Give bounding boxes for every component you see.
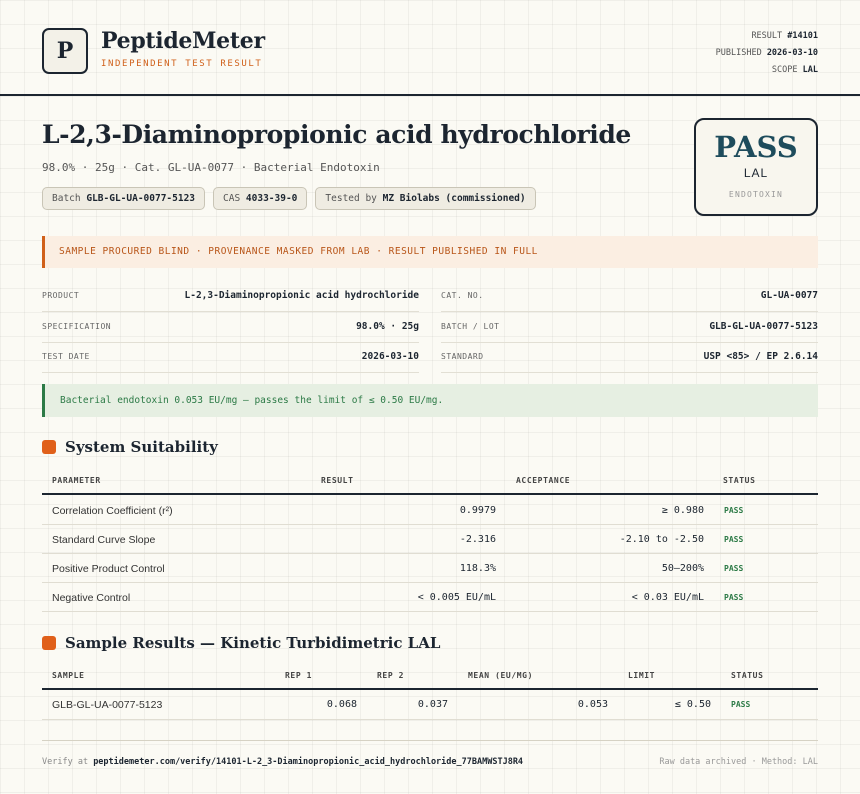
column-header: LIMIT	[628, 671, 656, 680]
column-header: MEAN (EU/MG)	[468, 671, 533, 680]
acceptance-cell: < 0.03 EU/mL	[631, 592, 704, 603]
info-row-test-date	[42, 343, 419, 373]
info-row-specification	[42, 313, 419, 343]
verify-prefix: Verify at	[42, 757, 89, 767]
status-badge: PASS	[724, 506, 744, 515]
chip-value: GLB-GL-UA-0077-5123	[86, 193, 196, 204]
parameter-cell: Positive Product Control	[52, 563, 165, 575]
acceptance-cell: 50–200%	[661, 563, 704, 574]
section-title: Sample Results — Kinetic Turbidimetric LAL	[65, 634, 441, 652]
lab-chip	[315, 187, 535, 210]
info-value: 98.0% · 25g	[356, 321, 419, 332]
limit-cell: ≤ 0.50	[674, 699, 711, 710]
scope-value: LAL	[802, 65, 818, 75]
info-key: BATCH / LOT	[441, 322, 500, 331]
result-cell: < 0.005 EU/mL	[417, 592, 496, 603]
info-value: USP <85> / EP 2.6.14	[703, 351, 818, 362]
chip-value: 4033-39-0	[245, 193, 298, 204]
product-title: L-2,3-Diaminopropionic acid hydrochloride	[42, 120, 631, 149]
page-header	[0, 0, 860, 96]
column-header: REP 1	[285, 671, 313, 680]
table-header	[42, 662, 818, 690]
info-row-standard	[441, 343, 818, 373]
table-header	[42, 467, 818, 495]
table-row	[42, 583, 818, 612]
verify-line	[42, 757, 523, 767]
product-chips	[42, 187, 536, 210]
logo-mark	[42, 28, 88, 74]
page-footer	[42, 740, 818, 767]
verdict-stamp	[694, 118, 818, 216]
batch-chip	[42, 187, 205, 210]
info-value: 2026-03-10	[361, 351, 419, 362]
published-date: 2026-03-10	[766, 48, 818, 58]
chip-label: CAS	[223, 193, 241, 204]
parameter-cell: Negative Control	[52, 592, 131, 604]
sample-cell: GLB-GL-UA-0077-5123	[52, 699, 163, 711]
info-value: GL-UA-0077	[760, 290, 818, 301]
section-title: System Suitability	[65, 438, 218, 456]
column-header: REP 2	[377, 671, 405, 680]
section-marker-icon	[42, 636, 56, 650]
result-cell: 118.3%	[459, 563, 496, 574]
verdict-category: ENDOTOXIN	[728, 190, 784, 199]
result-cell: 0.9979	[459, 505, 496, 516]
info-value: L-2,3-Diaminopropionic acid hydrochloride	[184, 290, 419, 301]
result-meta	[716, 28, 818, 79]
info-key: SPECIFICATION	[42, 322, 112, 331]
product-subtitle: 98.0% · 25g · Cat. GL-UA-0077 · Bacterial Endotoxin	[42, 161, 380, 174]
verdict-method: LAL	[743, 166, 769, 180]
table-row	[42, 525, 818, 554]
sample-results-heading	[42, 634, 440, 652]
cas-chip	[213, 187, 307, 210]
column-header: STATUS	[723, 476, 756, 485]
column-header: ACCEPTANCE	[516, 476, 571, 485]
parameter-cell: Standard Curve Slope	[52, 534, 156, 546]
brand-tagline: INDEPENDENT TEST RESULT	[101, 59, 263, 69]
section-marker-icon	[42, 440, 56, 454]
result-cell: -2.316	[459, 534, 496, 545]
parameter-cell: Correlation Coefficient (r²)	[52, 505, 173, 517]
logo-letter: P	[56, 38, 74, 64]
archive-note: Raw data archived · Method: LAL	[659, 757, 818, 767]
chip-label: Tested by	[325, 193, 377, 204]
status-badge: PASS	[724, 535, 744, 544]
column-header: SAMPLE	[52, 671, 85, 680]
info-key: STANDARD	[441, 352, 484, 361]
brand-name: PeptideMeter	[101, 28, 265, 54]
status-badge: PASS	[724, 593, 744, 602]
result-summary: Bacterial endotoxin 0.053 EU/mg — passes the limit of ≤ 0.50 EU/mg.	[42, 384, 818, 417]
info-row-batch-lot	[441, 313, 818, 343]
column-header: STATUS	[731, 671, 764, 680]
verdict-word: PASS	[714, 130, 798, 164]
scope-label: SCOPE	[771, 65, 798, 75]
info-row-product	[42, 282, 419, 312]
column-header: PARAMETER	[52, 476, 101, 485]
rep1-cell: 0.068	[326, 699, 357, 710]
acceptance-cell: -2.10 to -2.50	[619, 534, 704, 545]
table-row	[42, 690, 818, 720]
info-row-cat-no	[441, 282, 818, 312]
table-row	[42, 496, 818, 525]
suitability-heading	[42, 438, 218, 456]
result-id: #14101	[787, 31, 818, 41]
info-value: GLB-GL-UA-0077-5123	[709, 321, 818, 332]
info-key: CAT. NO.	[441, 291, 484, 300]
status-badge: PASS	[724, 564, 744, 573]
info-key: TEST DATE	[42, 352, 90, 361]
acceptance-cell: ≥ 0.980	[661, 505, 704, 516]
result-label: RESULT	[751, 31, 783, 41]
mean-cell: 0.053	[577, 699, 608, 710]
verify-link[interactable]: peptidemeter.com/verify/14101-L-2_3-Diaminopropionic_acid_hydrochloride_77BAMWSTJ8R4	[93, 757, 524, 767]
chip-label: Batch	[52, 193, 81, 204]
published-label: PUBLISHED	[715, 48, 762, 58]
rep2-cell: 0.037	[417, 699, 448, 710]
column-header: RESULT	[321, 476, 354, 485]
table-row	[42, 554, 818, 583]
info-key: PRODUCT	[42, 291, 80, 300]
status-badge: PASS	[731, 700, 751, 709]
blind-notice: SAMPLE PROCURED BLIND · PROVENANCE MASKED FROM LAB · RESULT PUBLISHED IN FULL	[42, 236, 818, 268]
chip-value: MZ Biolabs (commissioned)	[382, 193, 526, 204]
